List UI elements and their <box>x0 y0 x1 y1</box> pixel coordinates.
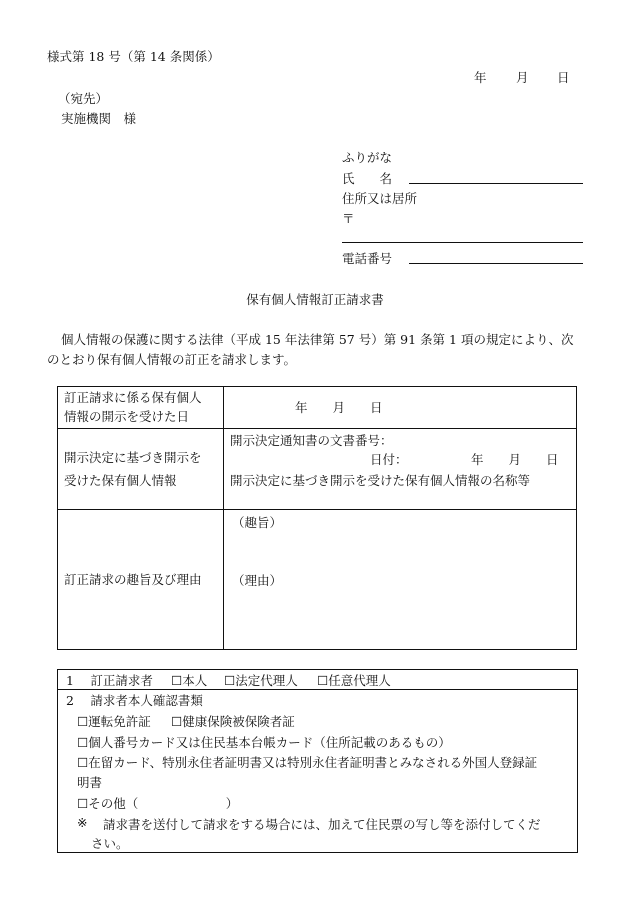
intro-line-1: 個人情報の保護に関する法律（平成 15 年法律第 57 号）第 91 条第 1 項の規定により、次 <box>61 332 574 347</box>
disclosure-date-value[interactable]: 年 月 日 <box>224 387 577 429</box>
notice-date-field[interactable] <box>230 450 570 469</box>
other-document-checkbox[interactable]: ☐その他（ ） <box>77 796 239 811</box>
note-mark: ※ <box>77 815 88 830</box>
identity-documents-section <box>57 689 578 853</box>
reason-label: （理由） <box>232 573 283 588</box>
label-line: 訂正請求に係る保有個人 <box>64 390 202 405</box>
label-line: 開示決定に基づき開示を <box>64 450 202 465</box>
drivers-license-checkbox[interactable]: ☐運転免許証 <box>77 714 151 729</box>
note-line-2: さい。 <box>91 836 129 851</box>
addressee-label: （宛先） <box>58 91 109 106</box>
intro-line-2: のとおり保有個人情報の訂正を請求します。 <box>47 352 297 367</box>
requester-voluntary-agent-checkbox[interactable]: ☐任意代理人 <box>317 673 391 688</box>
my-number-card-checkbox[interactable]: ☐個人番号カード又は住民基本台帳カード（住所記載のあるもの） <box>77 735 451 750</box>
table-row-purpose-reason <box>58 510 577 650</box>
postal-mark: 〒 <box>342 211 355 226</box>
table-row-disclosed-info <box>58 429 577 510</box>
purpose-reason-value[interactable] <box>224 510 577 650</box>
table-row-disclosure-date <box>58 387 577 429</box>
doc-number-field[interactable]: 開示決定通知書の文書番号： <box>230 433 393 448</box>
address-label: 住所又は居所 <box>342 191 418 206</box>
requester-legal-agent-checkbox[interactable]: ☐法定代理人 <box>224 673 298 688</box>
request-table <box>57 386 577 650</box>
name-line[interactable] <box>409 183 583 184</box>
form-number: 様式第 18 号（第 14 条関係） <box>47 49 220 64</box>
purpose-label: （趣旨） <box>232 515 283 530</box>
residence-card-continuation: 明書 <box>77 775 103 790</box>
phone-line[interactable] <box>409 263 583 264</box>
date-year: 年 <box>474 70 487 85</box>
date-day: 日 <box>557 70 570 85</box>
phone-label: 電話番号 <box>342 251 393 266</box>
info-name-field[interactable]: 開示決定に基づき開示を受けた保有個人情報の名称等 <box>230 473 531 488</box>
name-label: 氏 名 <box>342 171 393 186</box>
date-month: 月 <box>516 70 529 85</box>
notice-date-label: 日付： <box>370 452 408 467</box>
document-title: 保有個人情報訂正請求書 <box>246 292 384 307</box>
disclosure-date-label <box>58 387 224 429</box>
residence-card-checkbox[interactable]: ☐在留カード、特別永住者証明書又は特別永住者証明書とみなされる外国人登録証 <box>77 755 538 770</box>
requester-section <box>57 669 578 690</box>
notice-date-value: 年 月 日 <box>471 452 559 467</box>
address-line[interactable] <box>342 242 583 243</box>
requester-self-checkbox[interactable]: ☐本人 <box>171 673 208 688</box>
furigana-label: ふりがな <box>342 150 393 165</box>
note-line-1: 請求書を送付して請求をする場合には、加えて住民票の写し等を添付してくだ <box>103 817 541 832</box>
identity-docs-label: 2 請求者本人確認書類 <box>66 693 203 708</box>
label-line: 受けた保有個人情報 <box>64 473 177 488</box>
health-insurance-checkbox[interactable]: ☐健康保険被保険者証 <box>171 714 295 729</box>
disclosed-info-label <box>58 429 224 510</box>
purpose-reason-label: 訂正請求の趣旨及び理由 <box>58 510 224 650</box>
disclosed-info-value <box>224 429 577 510</box>
label-line: 情報の開示を受けた日 <box>64 409 190 424</box>
addressee: 実施機関 様 <box>61 111 137 126</box>
requester-label: 1 訂正請求者 <box>66 673 153 688</box>
